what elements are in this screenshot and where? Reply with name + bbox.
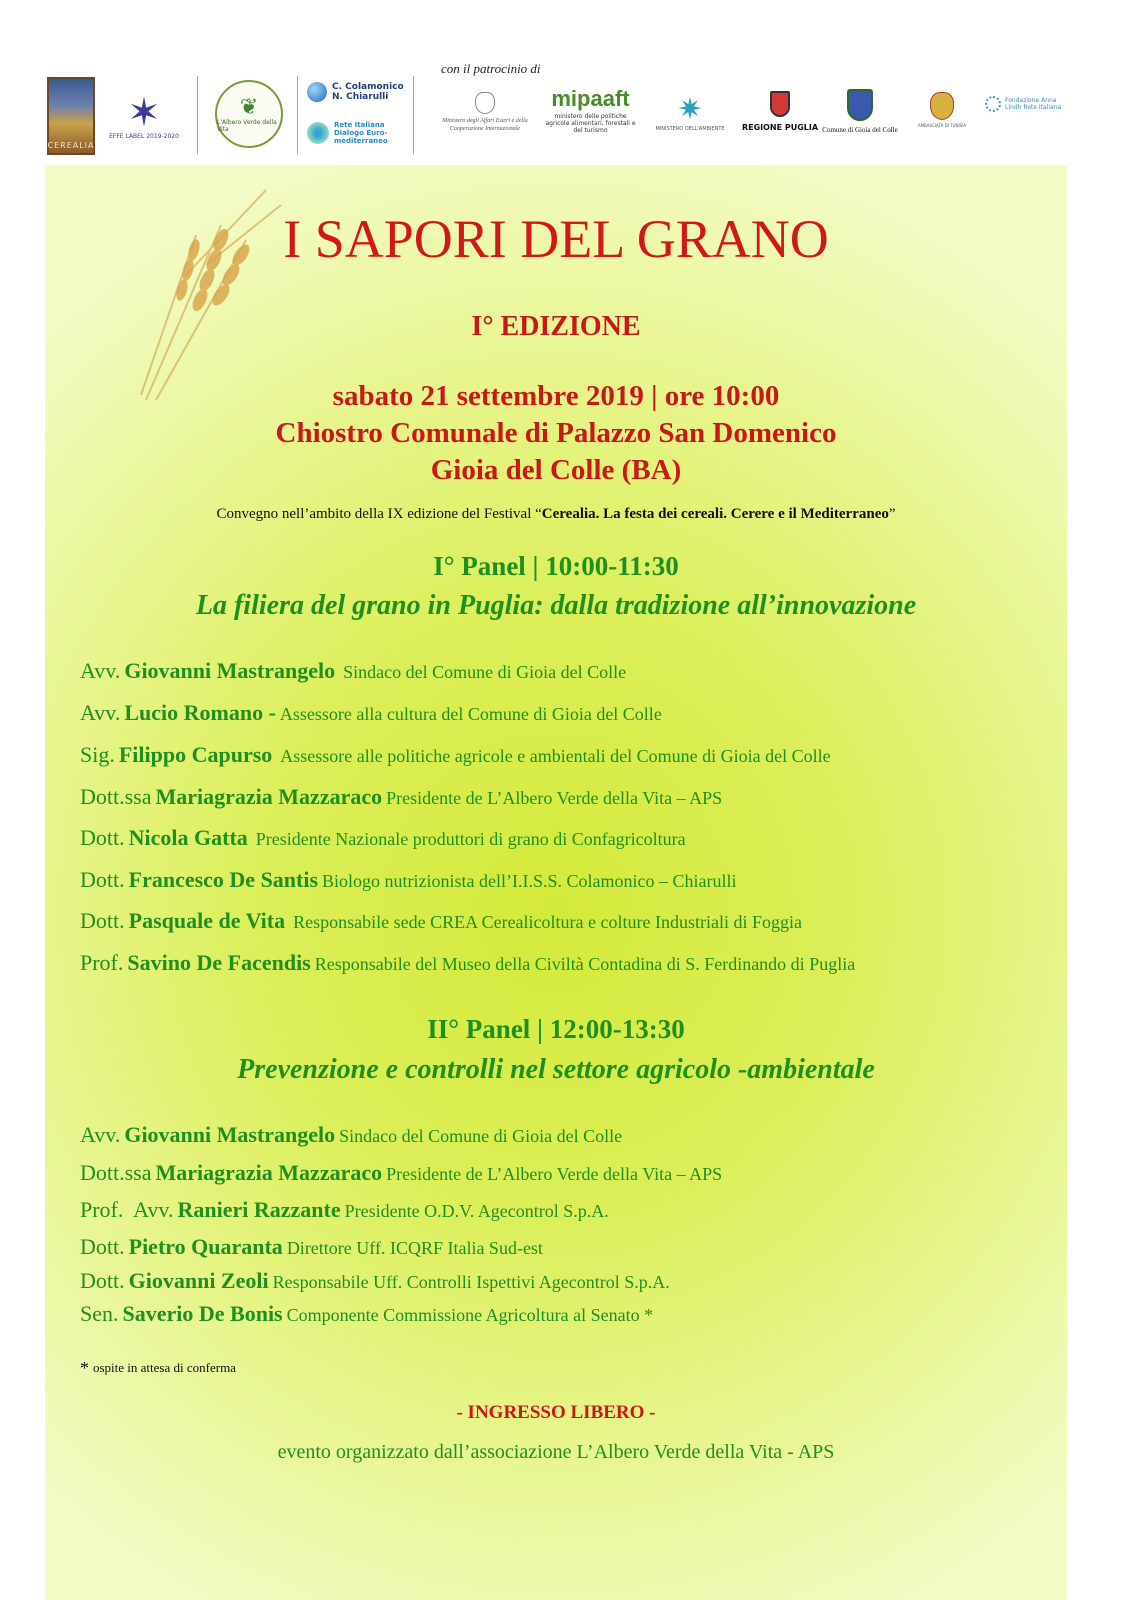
speaker-name: Mariagrazia Mazzaraco (155, 784, 383, 809)
speaker-title: Avv. (80, 700, 121, 725)
tunisia-logo-text: AMBASCIATA DI TUNISIA (917, 123, 967, 128)
speaker-role: Sindaco del Comune di Gioia del Colle (343, 662, 627, 682)
dots-icon (985, 96, 1001, 112)
speaker-name: Saverio De Bonis (122, 1301, 283, 1326)
panel2-subtitle: Prevenzione e controlli nel settore agricolo -ambientale (237, 1054, 875, 1085)
speaker-row (80, 867, 737, 893)
sponsor-header (0, 0, 1131, 165)
logo-divider (297, 76, 298, 154)
shield-icon (847, 89, 873, 121)
maeci-logo (440, 85, 530, 140)
logo-divider (197, 76, 198, 154)
speaker-role: Presidente O.D.V. Agecontrol S.p.A. (344, 1201, 609, 1221)
speaker-row (80, 1234, 543, 1260)
speaker-name: Savino De Facendis (127, 950, 311, 975)
convegno-prefix: Convegno nell’ambito della IX edizione del Festival “ (216, 506, 542, 522)
rete-logo-text: Rete Italiana Dialogo Euro-mediterraneo (334, 121, 388, 145)
speaker-title: Avv. (80, 658, 121, 683)
speaker-title: Dott. (80, 1268, 125, 1293)
albero-logo-text: L'Albero Verde della Vita (217, 119, 277, 133)
footnote (80, 1358, 236, 1379)
ambiente-logo (650, 85, 730, 140)
colamonico-logo-text: C. Colamonico N. Chiarulli (332, 82, 404, 102)
lindh-logo-text: Fondazione Anna Lindh Rete Italiana (1005, 97, 1062, 111)
speaker-role: Sindaco del Comune di Gioia del Colle (339, 1126, 623, 1146)
tree-icon: ❦ (239, 94, 259, 119)
mipaaft-logo (543, 85, 638, 137)
patrocinio-label: con il patrocinio di (441, 61, 541, 76)
speaker-row (80, 700, 662, 726)
speaker-row (80, 1301, 653, 1327)
speaker-name: Giovanni Zeoli (128, 1268, 269, 1293)
speaker-title: Dott.ssa (80, 1160, 152, 1185)
speaker-role: Presidente de L’Albero Verde della Vita – APS (386, 1164, 723, 1184)
ambiente-logo-text: MINISTERO DELL'AMBIENTE (655, 125, 725, 132)
speaker-name: Mariagrazia Mazzaraco (155, 1160, 383, 1185)
regione-puglia-logo (740, 84, 820, 139)
speaker-name: Giovanni Mastrangelo (124, 658, 336, 683)
speaker-name: Lucio Romano - (124, 700, 276, 725)
speaker-title: Prof. Avv. (80, 1197, 174, 1222)
emblem-icon (930, 92, 954, 120)
speaker-role: Responsabile del Museo della Civiltà Contadina di S. Ferdinando di Puglia (314, 954, 856, 974)
logo-divider (413, 76, 414, 154)
speaker-row (80, 825, 686, 851)
speaker-role: Responsabile sede CREA Cerealicoltura e colture Industriali di Foggia (293, 912, 802, 932)
speaker-name: Ranieri Razzante (177, 1197, 341, 1222)
speaker-role: Componente Commissione Agricoltura al Senato * (286, 1305, 654, 1325)
event-venue: Chiostro Comunale di Palazzo San Domenico (275, 417, 837, 449)
speaker-name: Nicola Gatta (128, 825, 248, 850)
globe-icon (307, 82, 327, 102)
event-city: Gioia del Colle (BA) (430, 454, 682, 486)
speaker-title: Dott. (80, 825, 125, 850)
pinwheel-icon: ✷ (677, 92, 703, 126)
convegno-description (45, 506, 1067, 523)
convegno-suffix: ” (888, 506, 896, 522)
speaker-role: Presidente Nazionale produttori di grano di Confagricoltura (255, 829, 686, 849)
convegno-festival-name: Cerealia. La festa dei cereali. Cerere e il Mediterraneo (541, 506, 889, 522)
panel2-heading: II° Panel | 12:00-13:30 (427, 1014, 685, 1044)
festival-label-text: EFFE LABEL 2019-2020 (109, 132, 179, 140)
speaker-role: Direttore Uff. ICQRF Italia Sud-est (286, 1238, 543, 1258)
speaker-row (80, 1160, 722, 1186)
speaker-role: Assessore alle politiche agricole e ambientali del Comune di Gioia del Colle (280, 746, 831, 766)
speaker-title: Dott. (80, 908, 125, 933)
speaker-name: Francesco De Santis (128, 867, 319, 892)
star-icon: ✶ (127, 89, 161, 135)
speaker-row (80, 742, 831, 768)
cerealia-logo (47, 77, 95, 155)
cerealia-logo-text: CEREALIA (47, 141, 95, 150)
speaker-title: Sen. (80, 1301, 119, 1326)
panel1-subtitle: La filiera del grano in Puglia: dalla tradizione all’innovazione (195, 590, 917, 621)
emblem-icon (475, 92, 495, 114)
speaker-name: Giovanni Mastrangelo (124, 1122, 336, 1147)
puglia-logo-text: REGIONE PUGLIA (741, 123, 819, 132)
event-title: I SAPORI DEL GRANO (283, 209, 829, 269)
anna-lindh-logo (985, 90, 1071, 118)
speaker-row (80, 1197, 609, 1223)
speaker-row (80, 950, 855, 976)
speaker-row (80, 784, 722, 810)
speaker-row (80, 908, 802, 934)
ingresso-libero: - INGRESSO LIBERO - (456, 1402, 656, 1423)
mipaaft-logo-text: mipaaft (551, 86, 630, 111)
speaker-role: Responsabile Uff. Controlli Ispettivi Agecontrol S.p.A. (272, 1272, 670, 1292)
organizer-line: evento organizzato dall’associazione L’Albero Verde della Vita - APS (277, 1441, 835, 1463)
footnote-text: ospite in attesa di conferma (93, 1360, 236, 1375)
shield-icon (770, 91, 790, 117)
speaker-title: Sig. (80, 742, 115, 767)
colamonico-logo (307, 77, 407, 107)
speaker-name: Pasquale de Vita (128, 908, 286, 933)
event-date: sabato 21 settembre 2019 | ore 10:00 (332, 380, 780, 412)
speaker-row (80, 658, 626, 684)
speaker-title: Dott. (80, 1234, 125, 1259)
speaker-row (80, 1122, 622, 1148)
speaker-title: Dott. (80, 867, 125, 892)
comune-gioia-logo (822, 82, 898, 140)
festival-label-logo (104, 78, 184, 154)
speaker-role: Assessore alla cultura del Comune di Gioia del Colle (279, 704, 662, 724)
rete-dialogo-logo (307, 116, 407, 150)
footnote-asterisk: * (80, 1358, 89, 1378)
mipaaft-logo-subtext: ministero delle politiche agricole alimentari, forestali e del turismo (545, 113, 636, 134)
speaker-role: Biologo nutrizionista dell’I.I.S.S. Colamonico – Chiarulli (322, 871, 737, 891)
maeci-logo-text: Ministero degli Affari Esteri e della Cooperazione Internazionale (442, 118, 528, 132)
panel1-heading: I° Panel | 10:00-11:30 (433, 551, 679, 581)
speaker-title: Avv. (80, 1122, 121, 1147)
albero-verde-logo (215, 80, 283, 148)
speaker-title: Dott.ssa (80, 784, 152, 809)
dots-icon (307, 122, 329, 144)
speaker-name: Pietro Quaranta (128, 1234, 283, 1259)
gioia-logo-text: Comune di Gioia del Colle (822, 125, 898, 134)
event-edition: I° EDIZIONE (471, 311, 641, 342)
speaker-title: Prof. (80, 950, 124, 975)
speaker-role: Presidente de L’Albero Verde della Vita – APS (386, 788, 723, 808)
speaker-name: Filippo Capurso (118, 742, 273, 767)
tunisia-embassy-logo (910, 84, 974, 136)
speaker-row (80, 1268, 670, 1294)
